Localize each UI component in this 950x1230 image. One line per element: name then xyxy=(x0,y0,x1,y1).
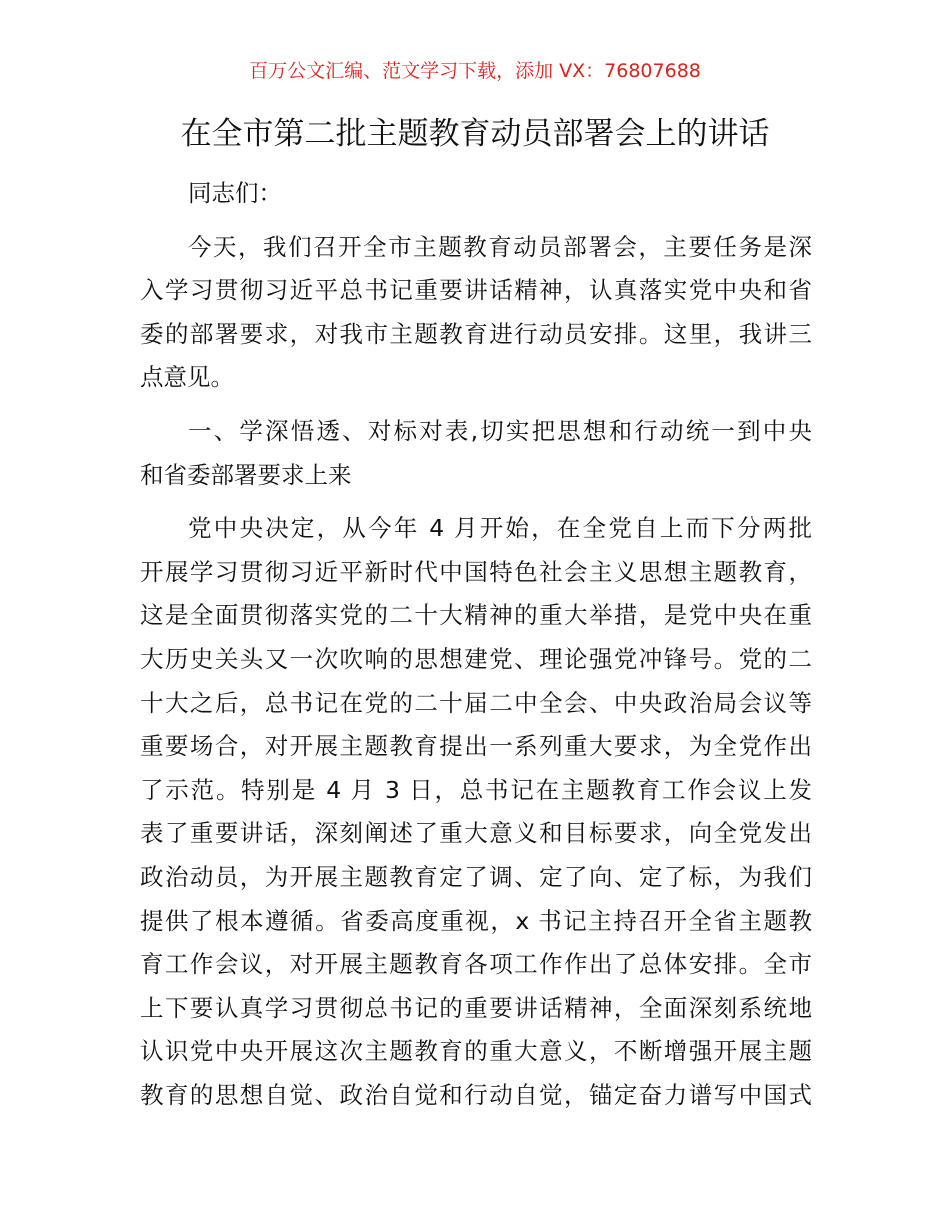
paragraph-line: 十大之后，总书记在党的二十届二中全会、中央政治局会议等 xyxy=(140,688,812,717)
paragraph-line: 今天，我们召开全市主题教育动员部署会，主要任务是深 xyxy=(188,232,812,261)
paragraph-line: 上下要认真学习贯彻总书记的重要讲话精神，全面深刻系统地 xyxy=(140,993,812,1022)
paragraph-line: 党中央决定，从今年 4 月开始，在全党自上而下分两批 xyxy=(188,514,812,543)
paragraph-line: 重要场合，对开展主题教育提出一系列重大要求，为全党作出 xyxy=(140,732,812,761)
paragraph-line: 了示范。特别是 4 月 3 日，总书记在主题教育工作会议上发 xyxy=(140,775,812,804)
paragraph-line: 点意见。 xyxy=(140,363,234,392)
watermark-header: 百万公文汇编、范文学习下载，添加 VX：76807688 xyxy=(249,60,701,82)
document-title: 在全市第二批主题教育动员部署会上的讲话 xyxy=(180,116,770,152)
heading-line: 一、学深悟透、对标对表,切实把思想和行动统一到中央 xyxy=(188,416,812,445)
paragraph-line: 育工作会议，对开展主题教育各项工作作出了总体安排。全市 xyxy=(140,950,812,979)
paragraph-line: 委的部署要求，对我市主题教育进行动员安排。这里，我讲三 xyxy=(140,319,812,348)
heading-line: 和省委部署要求上来 xyxy=(140,460,352,489)
paragraph-line: 教育的思想自觉、政治自觉和行动自觉，锚定奋力谱写中国式 xyxy=(140,1080,812,1109)
paragraph-line: 政治动员，为开展主题教育定了调、定了向、定了标，为我们 xyxy=(140,862,812,891)
paragraph-opening xyxy=(140,226,812,400)
paragraph-line: 认识党中央开展这次主题教育的重大意义，不断增强开展主题 xyxy=(140,1037,812,1066)
section-heading-1 xyxy=(140,410,812,497)
paragraph-line: 入学习贯彻习近平总书记重要讲话精神，认真落实党中央和省 xyxy=(140,276,812,305)
salutation: 同志们： xyxy=(188,179,282,207)
paragraph-line: 大历史关头又一次吹响的思想建党、理论强党冲锋号。党的二 xyxy=(140,644,812,673)
paragraph-line: 表了重要讲话，深刻阐述了重大意义和目标要求，向全党发出 xyxy=(140,819,812,848)
paragraph-line: 开展学习贯彻习近平新时代中国特色社会主义思想主题教育， xyxy=(140,557,812,586)
paragraph-section-1 xyxy=(140,507,812,1117)
document-body xyxy=(140,172,812,1117)
paragraph-line: 提供了根本遵循。省委高度重视，x 书记主持召开全省主题教 xyxy=(140,906,812,935)
paragraph-line: 这是全面贯彻落实党的二十大精神的重大举措，是党中央在重 xyxy=(140,601,812,630)
